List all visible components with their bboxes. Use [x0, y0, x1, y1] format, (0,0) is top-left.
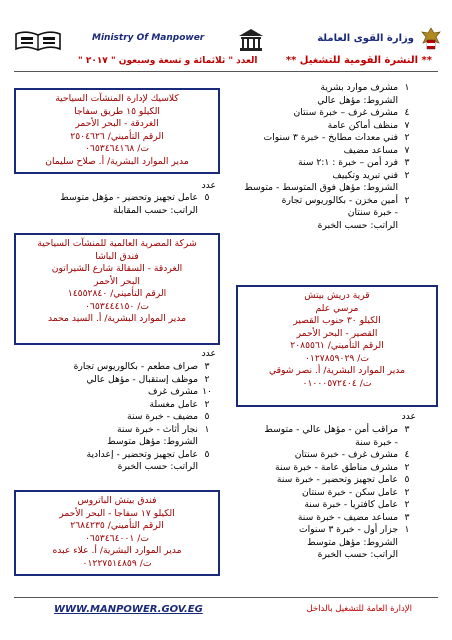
item-count [398, 537, 416, 550]
list-item [216, 437, 416, 450]
item-count: ٢ [404, 499, 410, 510]
job-list-left-1 [14, 192, 216, 217]
list-item [14, 205, 216, 218]
employer-line: الرقم التأميني/ ١٤٥٥٢٨٤٠ [67, 288, 167, 299]
employer-line: ت/ ٠١٠٠٠٥٧٢٤٠٤ [302, 377, 372, 389]
bulletin-title: ** النشرة القومية للتشغيل ** [285, 55, 432, 66]
item-text: الراتب: حسب الخبرة [317, 549, 398, 560]
item-count [398, 220, 416, 233]
list-item [216, 107, 416, 120]
item-count: ١٠ [202, 386, 212, 397]
item-text: الراتب: حسب المقابلة [112, 204, 198, 216]
list-item [216, 95, 416, 108]
employer-box-dreesh-beach [236, 285, 438, 407]
list-item [216, 82, 416, 95]
list-item [216, 145, 416, 158]
item-text: فرد أمن – خبرة : ٢:١ سنة [298, 157, 398, 168]
item-text: الشروط: مؤهل متوسط [307, 536, 398, 548]
item-count [198, 436, 216, 449]
employer-line: قرية دريش بيتش [304, 290, 370, 301]
list-item [216, 499, 416, 512]
item-count: ٧ [404, 119, 410, 131]
item-count: ٣ [204, 361, 210, 372]
list-item [216, 474, 416, 487]
list-item [14, 449, 216, 462]
list-item [14, 361, 216, 374]
item-text: مساعد مضيف - خبرة سنة [297, 511, 398, 523]
list-item [216, 549, 416, 562]
employer-line: شركة المصرية العالمية للمنشآت السياحية [37, 238, 197, 249]
list-item [216, 524, 416, 537]
footer-divider [14, 597, 438, 598]
department-name: الإدارة العامة للتشغيل بالداخل [306, 604, 412, 614]
list-item [216, 462, 416, 475]
list-item [216, 132, 416, 145]
item-count: ٢ [404, 169, 410, 181]
employer-line: ت/ ٠٦٥٣٤٤٤١٥٠ [84, 300, 150, 312]
item-count: ٢ [404, 486, 410, 498]
item-text: الراتب: حسب الخبرة [117, 461, 198, 472]
employer-line: ت/ ٠٦٥٣٤٦٤٠٠١ [84, 532, 150, 544]
employer-line: الكيلو ٣٠ جنوب القصير [293, 315, 381, 326]
item-count [398, 549, 416, 562]
item-text: مشرف غرف - خبرة سنتان [294, 449, 398, 460]
item-count [398, 207, 416, 220]
employer-line: فندق الباشا [95, 250, 139, 262]
employer-line: ت/ ٠١٢٧٨٥٩٠٢٩ [304, 352, 370, 364]
list-item [216, 537, 416, 550]
employer-line: الرقم التأميني/ ٢٥٠٤٦٢٦ [70, 130, 164, 142]
item-count: ٣ [404, 157, 410, 168]
employer-line: مدير الموارد البشرية/ أ. صلاح سليمان [45, 155, 189, 167]
employer-line: ت/ ٠٦٥٣٤٦٤١٦٨ [84, 143, 150, 154]
item-count: ٥ [404, 474, 410, 485]
item-count: ٥ [204, 192, 210, 203]
employer-line: ت/ ٠١٢٢٧٥١٤٨٥٩ [82, 557, 152, 569]
issue-number: العدد " ثلاثمائة و تسعة وسبعون " ٢٠١٧ " [78, 56, 258, 66]
list-item [216, 449, 416, 462]
list-item [14, 374, 216, 387]
employer-box-albatros [14, 490, 220, 576]
list-item [216, 157, 416, 170]
employer-line: فندق بيتش الباتروس [77, 495, 157, 506]
item-count: ٥ [204, 448, 210, 460]
list-item [14, 399, 216, 412]
item-text: مراقب أمن - مؤهل عالي - متوسط [264, 424, 398, 435]
item-count: ٣ [404, 424, 410, 435]
list-item [14, 192, 216, 205]
job-list-a [216, 82, 416, 232]
title-bar [20, 55, 432, 69]
list-item [14, 424, 216, 437]
item-text: الراتب: حسب الخبرة [317, 219, 398, 231]
item-text: مساعد مضيف [343, 144, 398, 156]
list-item [216, 220, 416, 233]
item-count: ٧ [404, 144, 410, 156]
list-item [216, 487, 416, 500]
list-item [216, 195, 416, 208]
item-text: عامل سكن - خبرة سنتان [301, 486, 398, 498]
item-count [198, 205, 216, 218]
employer-line: الكيلو ١٧ سفاجا - البحر الأحمر [59, 507, 175, 519]
item-text: صراف مطعم - بكالوريوس تجارة [73, 361, 198, 372]
item-count: ٣ [404, 511, 410, 523]
employer-line: الرقم التأميني/ ٢٦٨٤٢٣٥ [70, 520, 164, 531]
list-item [216, 170, 416, 183]
employer-line: القصير - البحر الأحمر [296, 327, 378, 339]
employer-line: كلاسيك لإدارة المنشآت السياحية [55, 93, 179, 104]
list-item [14, 411, 216, 424]
book-logo-icon [14, 30, 62, 52]
employer-line: الغردقة - البحر الأحمر [75, 118, 159, 129]
item-count: ١ [204, 423, 210, 435]
list-item [14, 436, 216, 449]
building-logo-icon [238, 28, 264, 52]
item-text: جزار أول - خبرة ٣ سنوات [298, 524, 398, 535]
list-item [14, 461, 216, 474]
employer-line: مرسي علم [315, 302, 359, 314]
item-text: مشرف مناطق عامة - خبرة سنة [275, 461, 398, 473]
list-item [14, 386, 216, 399]
item-count: ٤ [404, 107, 410, 118]
eagle-emblem-icon [420, 26, 442, 52]
item-text: موظف إستقبال - مؤهل عالي [86, 373, 198, 385]
job-list-left-2 [14, 361, 216, 474]
item-count: ٤ [404, 449, 410, 460]
count-label-1: عدد [201, 180, 216, 191]
item-text: مشرف غرف [147, 386, 198, 397]
item-count: ٢ [404, 132, 410, 143]
ministry-name-english: Ministry Of Manpower [92, 33, 205, 43]
item-count: ٢ [204, 373, 210, 385]
item-text: الشروط: مؤهل عالي [317, 94, 398, 106]
item-text: فني معدات مطابخ - خبرة ٣ سنوات [263, 132, 398, 143]
list-item [216, 207, 416, 220]
item-count: ١ [404, 524, 410, 535]
item-count: ٢ [404, 461, 410, 473]
item-text: أمين مخزن - بكالوريوس تجارة [281, 194, 398, 206]
employer-line: مدير الموارد البشرية/ أ. السيد محمد [47, 313, 187, 324]
employer-line: مدير الموارد البشرية/ أ. علاء عبده [52, 545, 182, 556]
item-count [398, 437, 416, 450]
item-text: مضيف - خبرة سنة [127, 411, 198, 422]
item-text: عامل كافتريا - خبرة سنة [304, 499, 398, 510]
item-text: نجار أثاث - خبرة سنة [116, 423, 198, 435]
list-item [216, 424, 416, 437]
count-label-2: عدد [201, 348, 216, 359]
employer-line: البحر الأحمر [94, 275, 140, 287]
item-text: مشرف غرف – خبرة سنتان [293, 107, 398, 118]
employer-box-pasha-hotel [14, 233, 220, 345]
employer-line: الغردقة - السقالة شارع الشيراتون [51, 263, 183, 274]
item-count: ١ [404, 82, 410, 93]
item-text: عامل مغسلة [149, 398, 198, 410]
count-label: عدد [401, 411, 416, 422]
list-item [216, 512, 416, 525]
employer-line: الكيلو ١٥ طريق سفاجا [74, 105, 160, 117]
list-item [216, 120, 416, 133]
item-text: عامل تجهيز وتحضير - إعدادية [86, 448, 198, 460]
item-count [398, 95, 416, 108]
job-list-b [216, 424, 416, 562]
item-count [198, 461, 216, 474]
item-text: عامل تجهيز وتحضير - خبرة سنة [276, 474, 398, 485]
item-text: - خبرة سنة [355, 436, 398, 448]
ministry-name-arabic: وزارة القوى العاملة [317, 33, 414, 44]
item-count [398, 182, 416, 195]
list-item [216, 182, 416, 195]
website-link[interactable]: WWW.MANPOWER.GOV.EG [54, 604, 203, 615]
item-count: ٢ [204, 398, 210, 410]
item-text: عامل تجهيز وتحضير - مؤهل متوسط [60, 192, 198, 203]
item-text: فني تبريد وتكييف [332, 169, 398, 181]
item-text: الشروط: مؤهل فوق المتوسط - متوسط [244, 182, 398, 193]
employer-box-classic [14, 88, 220, 174]
item-text: مشرف موارد بشرية [320, 82, 398, 93]
item-text: منظف أماكن عامة [327, 119, 398, 131]
header-divider [14, 71, 438, 72]
item-count: ٥ [204, 411, 210, 422]
item-text: الشروط: مؤهل متوسط [107, 436, 198, 447]
employer-line: مدير الموارد البشرية/ أ. نصر شوقي [269, 365, 405, 376]
employer-line: الرقم التأميني/ ٢٠٨٥٥٦١ [290, 340, 384, 351]
item-text: - خبرة سنتان [347, 207, 398, 218]
item-count: ٢ [404, 194, 410, 206]
